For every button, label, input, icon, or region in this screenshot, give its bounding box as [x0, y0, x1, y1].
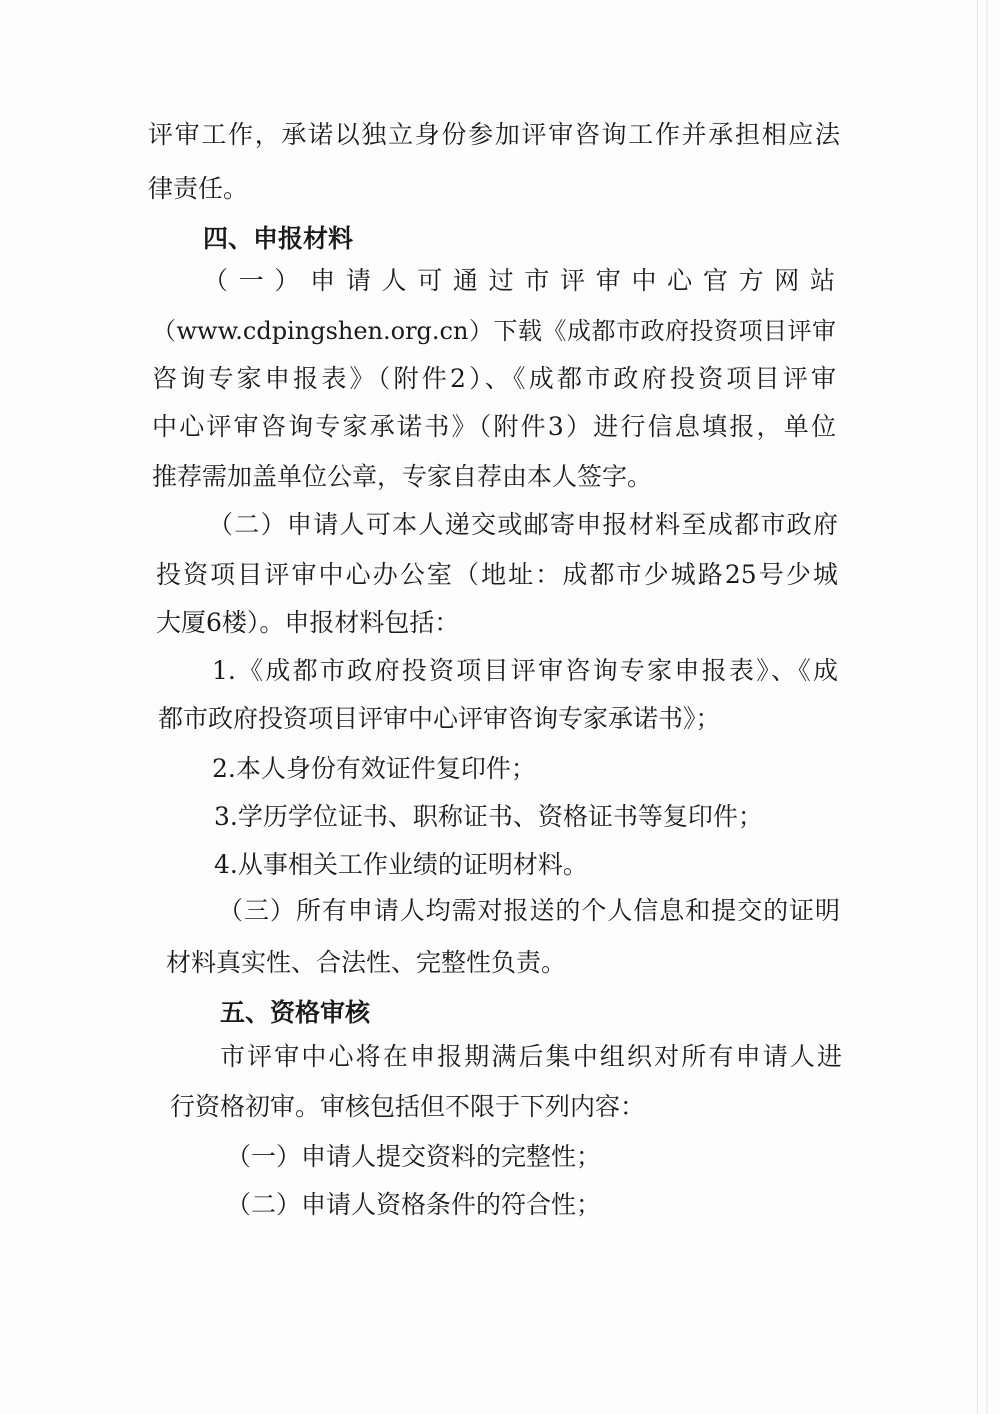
- paragraph-line-8: （二）申请人可本人递交或邮寄申报材料至成都市政府: [208, 510, 838, 539]
- section-heading-5: 五、资格审核: [220, 998, 371, 1027]
- section-heading-4: 四、申报材料: [203, 224, 354, 253]
- review-item-1: （一）申请人提交资料的完整性；: [226, 1142, 602, 1171]
- paragraph-line-14: 行资格初审。审核包括但不限于下列内容：: [170, 1092, 646, 1121]
- paragraph-line-1: 评审工作，承诺以独立身份参加评审咨询工作并承担相应法: [148, 120, 840, 149]
- paragraph-line-7: 推荐需加盖单位公章，专家自荐由本人签字。: [152, 462, 653, 491]
- paragraph-line-12: 材料真实性、合法性、完整性负责。: [166, 948, 567, 977]
- paragraph-line-3: （一）申请人可通过市评审中心官方网站: [203, 266, 835, 295]
- paragraph-line-2: 律责任。: [148, 174, 249, 203]
- scan-edge-line: [977, 0, 978, 1414]
- paragraph-line-4: （www.cdpingshen.org.cn）下载《成都市政府投资项目评审: [152, 317, 836, 345]
- paragraph-line-5: 咨询专家申报表》（附件2）、《成都市政府投资项目评审: [152, 364, 836, 393]
- paragraph-line-9: 投资项目评审中心办公室（地址：成都市少城路25号少城: [156, 560, 838, 589]
- list-item-3: 3.学历学位证书、职称证书、资格证书等复印件；: [214, 802, 763, 831]
- scan-edge-shadow: [986, 0, 988, 1414]
- paragraph-line-6: 中心评审咨询专家承诺书》（附件3）进行信息填报，单位: [152, 412, 836, 441]
- list-item-1-line-1: 1.《成都市政府投资项目评审咨询专家申报表》、《成: [212, 656, 838, 685]
- list-item-2: 2.本人身份有效证件复印件；: [212, 754, 536, 783]
- review-item-2: （二）申请人资格条件的符合性；: [226, 1190, 602, 1219]
- paragraph-line-10: 大厦6楼）。申报材料包括：: [156, 608, 460, 637]
- list-item-1-line-2: 都市政府投资项目评审中心评审咨询专家承诺书》；: [158, 704, 721, 733]
- list-item-4: 4.从事相关工作业绩的证明材料。: [214, 850, 588, 879]
- paragraph-line-13: 市评审中心将在申报期满后集中组织对所有申请人进: [220, 1042, 842, 1071]
- paragraph-line-11: （三）所有申请人均需对报送的个人信息和提交的证明: [218, 896, 840, 925]
